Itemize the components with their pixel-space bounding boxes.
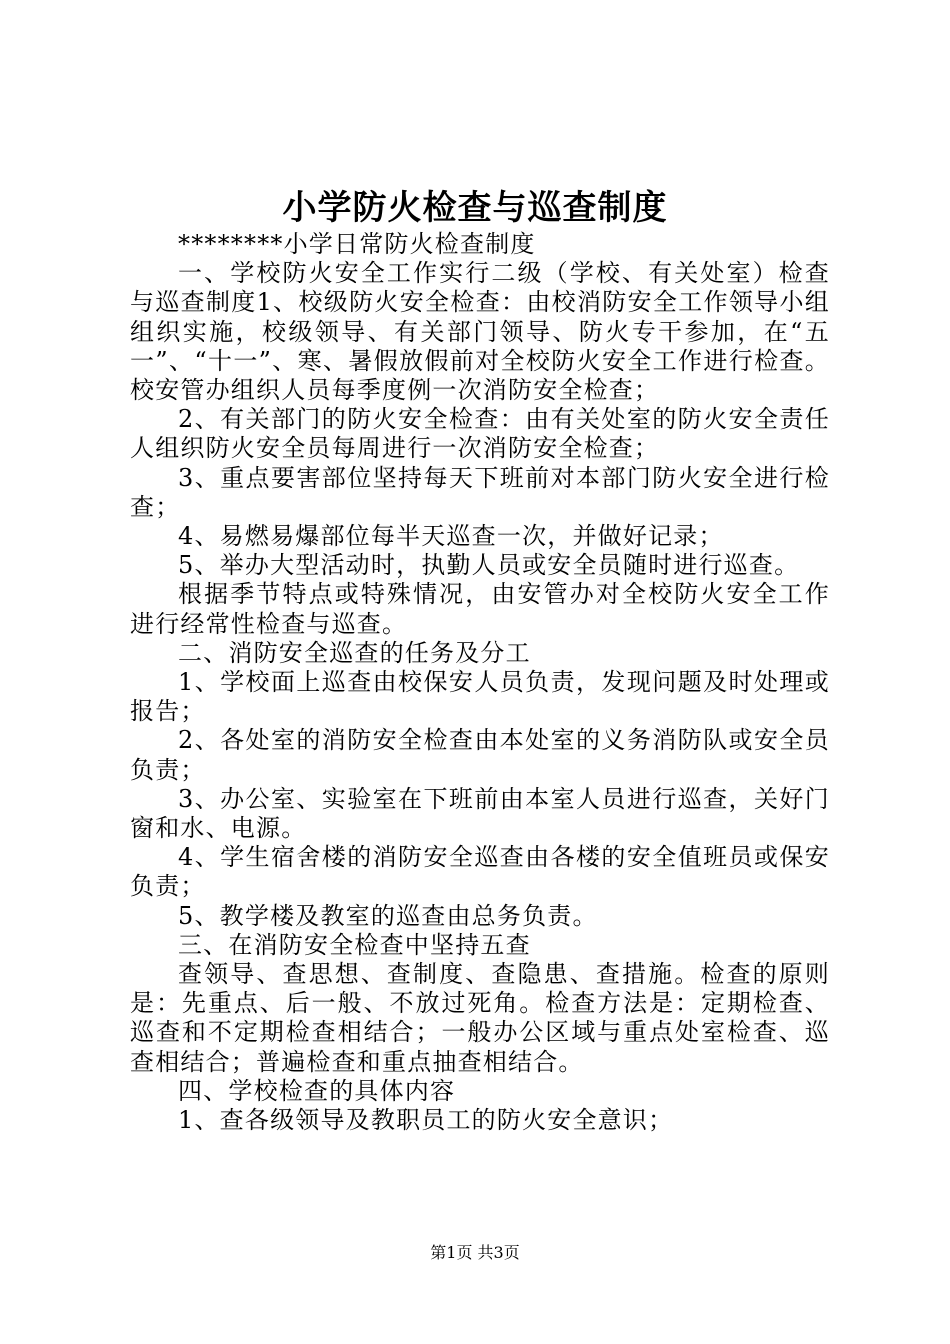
paragraph-section-heading: 二、消防安全巡查的任务及分工 <box>178 638 531 667</box>
paragraph-item: 1、查各级领导及教职员工的防火安全意识； <box>178 1106 674 1135</box>
paragraph-item: 2、有关部门的防火安全检查：由有关处室的防火安全责任人组织防火安全员每周进行一次消防安全检查； <box>130 405 830 463</box>
paragraph-section-1: 一、学校防火安全工作实行二级（学校、有关处室）检查与巡查制度1、校级防火安全检查：由校消防安全工作领导小组组织实施，校级领导、有关部门领导、防火专干参加，在“五一”、“十一”、寒、暑假放假前对全校防火安全工作进行检查。校安管办组织人员每季度例一次消防安全检查； <box>130 259 830 405</box>
page-footer: 第1页 共3页 <box>430 1243 520 1262</box>
paragraph-subtitle: ********小学日常防火检查制度 <box>178 230 536 258</box>
document-body <box>130 230 830 1135</box>
paragraph-item: 5、举办大型活动时，执勤人员或安全员随时进行巡查。 <box>178 551 800 580</box>
paragraph-text: 查领导、查思想、查制度、查隐患、查措施。检查的原则是：先重点、后一般、不放过死角。检查方法是：定期检查、巡查和不定期检查相结合；一般办公区域与重点处室检查、巡查相结合；普遍检查和重点抽查相结合。 <box>130 960 830 1076</box>
paragraph-section-heading: 三、在消防安全检查中坚持五查 <box>178 930 531 959</box>
paragraph-item: 3、重点要害部位坚持每天下班前对本部门防火安全进行检查； <box>130 463 830 521</box>
paragraph-item: 3、办公室、实验室在下班前由本室人员进行巡查，关好门窗和水、电源。 <box>130 784 830 843</box>
paragraph-item: 4、学生宿舍楼的消防安全巡查由各楼的安全值班员或保安负责； <box>130 843 830 901</box>
paragraph-text: 根据季节特点或特殊情况，由安管办对全校防火安全工作进行经常性检查与巡查。 <box>130 580 830 638</box>
document-title: 小学防火检查与巡查制度 <box>282 188 668 228</box>
paragraph-item: 1、学校面上巡查由校保安人员负责，发现问题及时处理或报告； <box>130 668 830 726</box>
paragraph-item: 2、各处室的消防安全检查由本处室的义务消防队或安全员负责； <box>130 726 830 784</box>
paragraph-item: 5、教学楼及教室的巡查由总务负责。 <box>178 901 598 930</box>
paragraph-section-heading: 四、学校检查的具体内容 <box>178 1076 456 1105</box>
paragraph-item: 4、易燃易爆部位每半天巡查一次，并做好记录； <box>178 522 724 551</box>
